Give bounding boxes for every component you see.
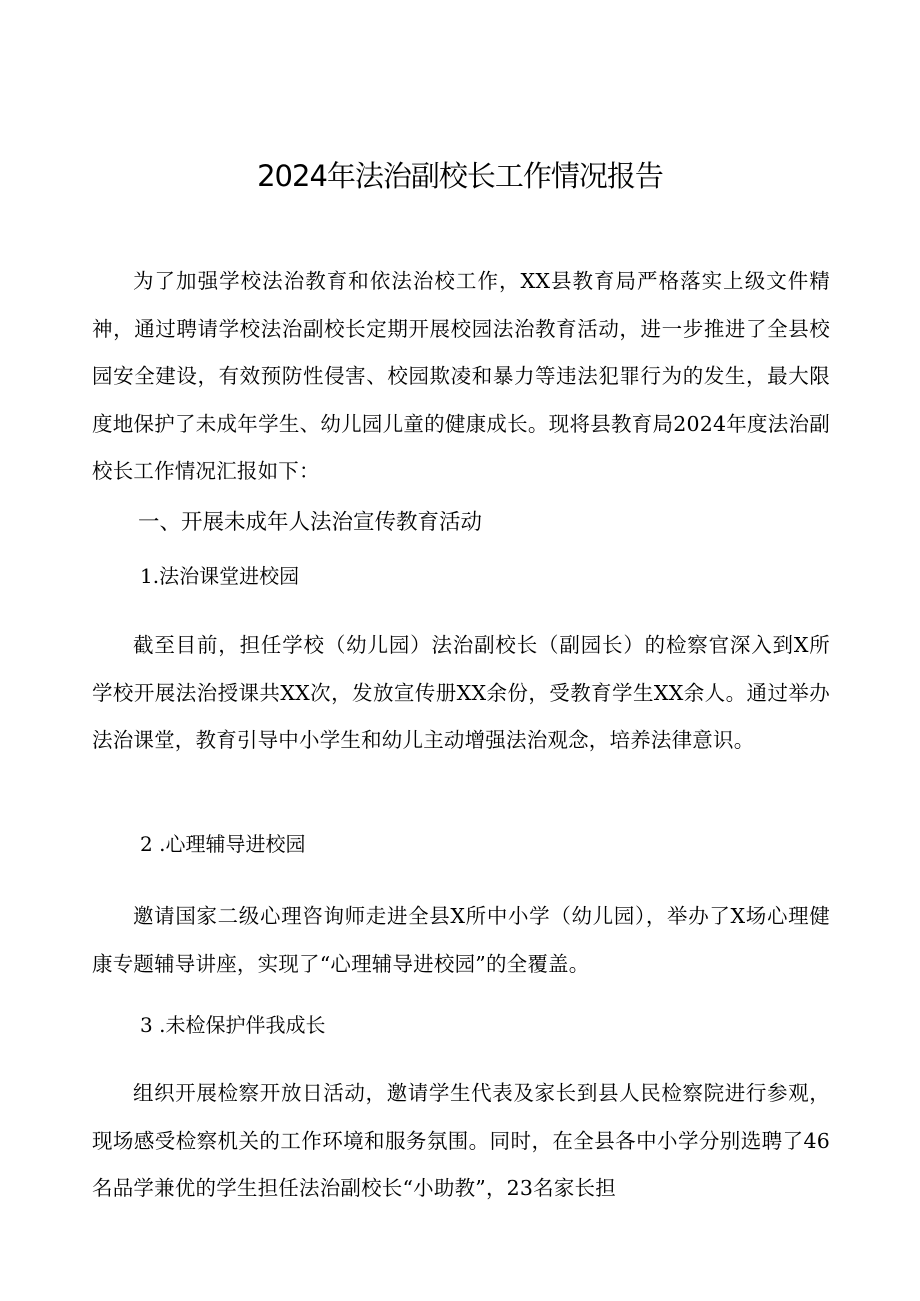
document-title: 2024年法治副校长工作情况报告 — [257, 159, 663, 193]
subsection-3-paragraph: 组织开展检察开放日活动，邀请学生代表及家长到县人民检察院进行参观，现场感受检察机关的工作环境和服务氛围。同时，在全县各中小学分别选聘了46名品学兼优的学生担任法治副校长“小助教”，23名家长担 — [92, 1081, 830, 1200]
subsection-2-paragraph: 邀请国家二级心理咨询师走进全县X所中小学（幼儿园），举办了X场心理健康专题辅导讲座，实现了“心理辅导进校园”的全覆盖。 — [92, 904, 830, 976]
intro-paragraph: 为了加强学校法治教育和依法治校工作，XX县教育局严格落实上级文件精神，通过聘请学校法治副校长定期开展校园法治教育活动，进一步推进了全县校园安全建设，有效预防性侵害、校园欺凌和暴力等违法犯罪行为的发生，最大限度地保护了未成年学生、幼儿园儿童的健康成长。现将县教育局2024年度法治副校长工作情况汇报如下： — [92, 269, 830, 483]
subsection-3-heading: 3 .未检保护伴我成长 — [140, 1013, 326, 1037]
section-1-heading: 一、开展未成年人法治宣传教育活动 — [138, 510, 483, 535]
subsection-1-paragraph: 截至目前，担任学校（幼儿园）法治副校长（副园长）的检察官深入到X所学校开展法治授课共XX次，发放宣传册XX余份，受教育学生XX余人。通过举办法治课堂，教育引导中小学生和幼儿主动增强法治观念，培养法律意识。 — [92, 633, 830, 752]
subsection-1-heading: 1.法治课堂进校园 — [140, 564, 300, 588]
subsection-2-heading: 2 .心理辅导进校园 — [140, 832, 306, 856]
